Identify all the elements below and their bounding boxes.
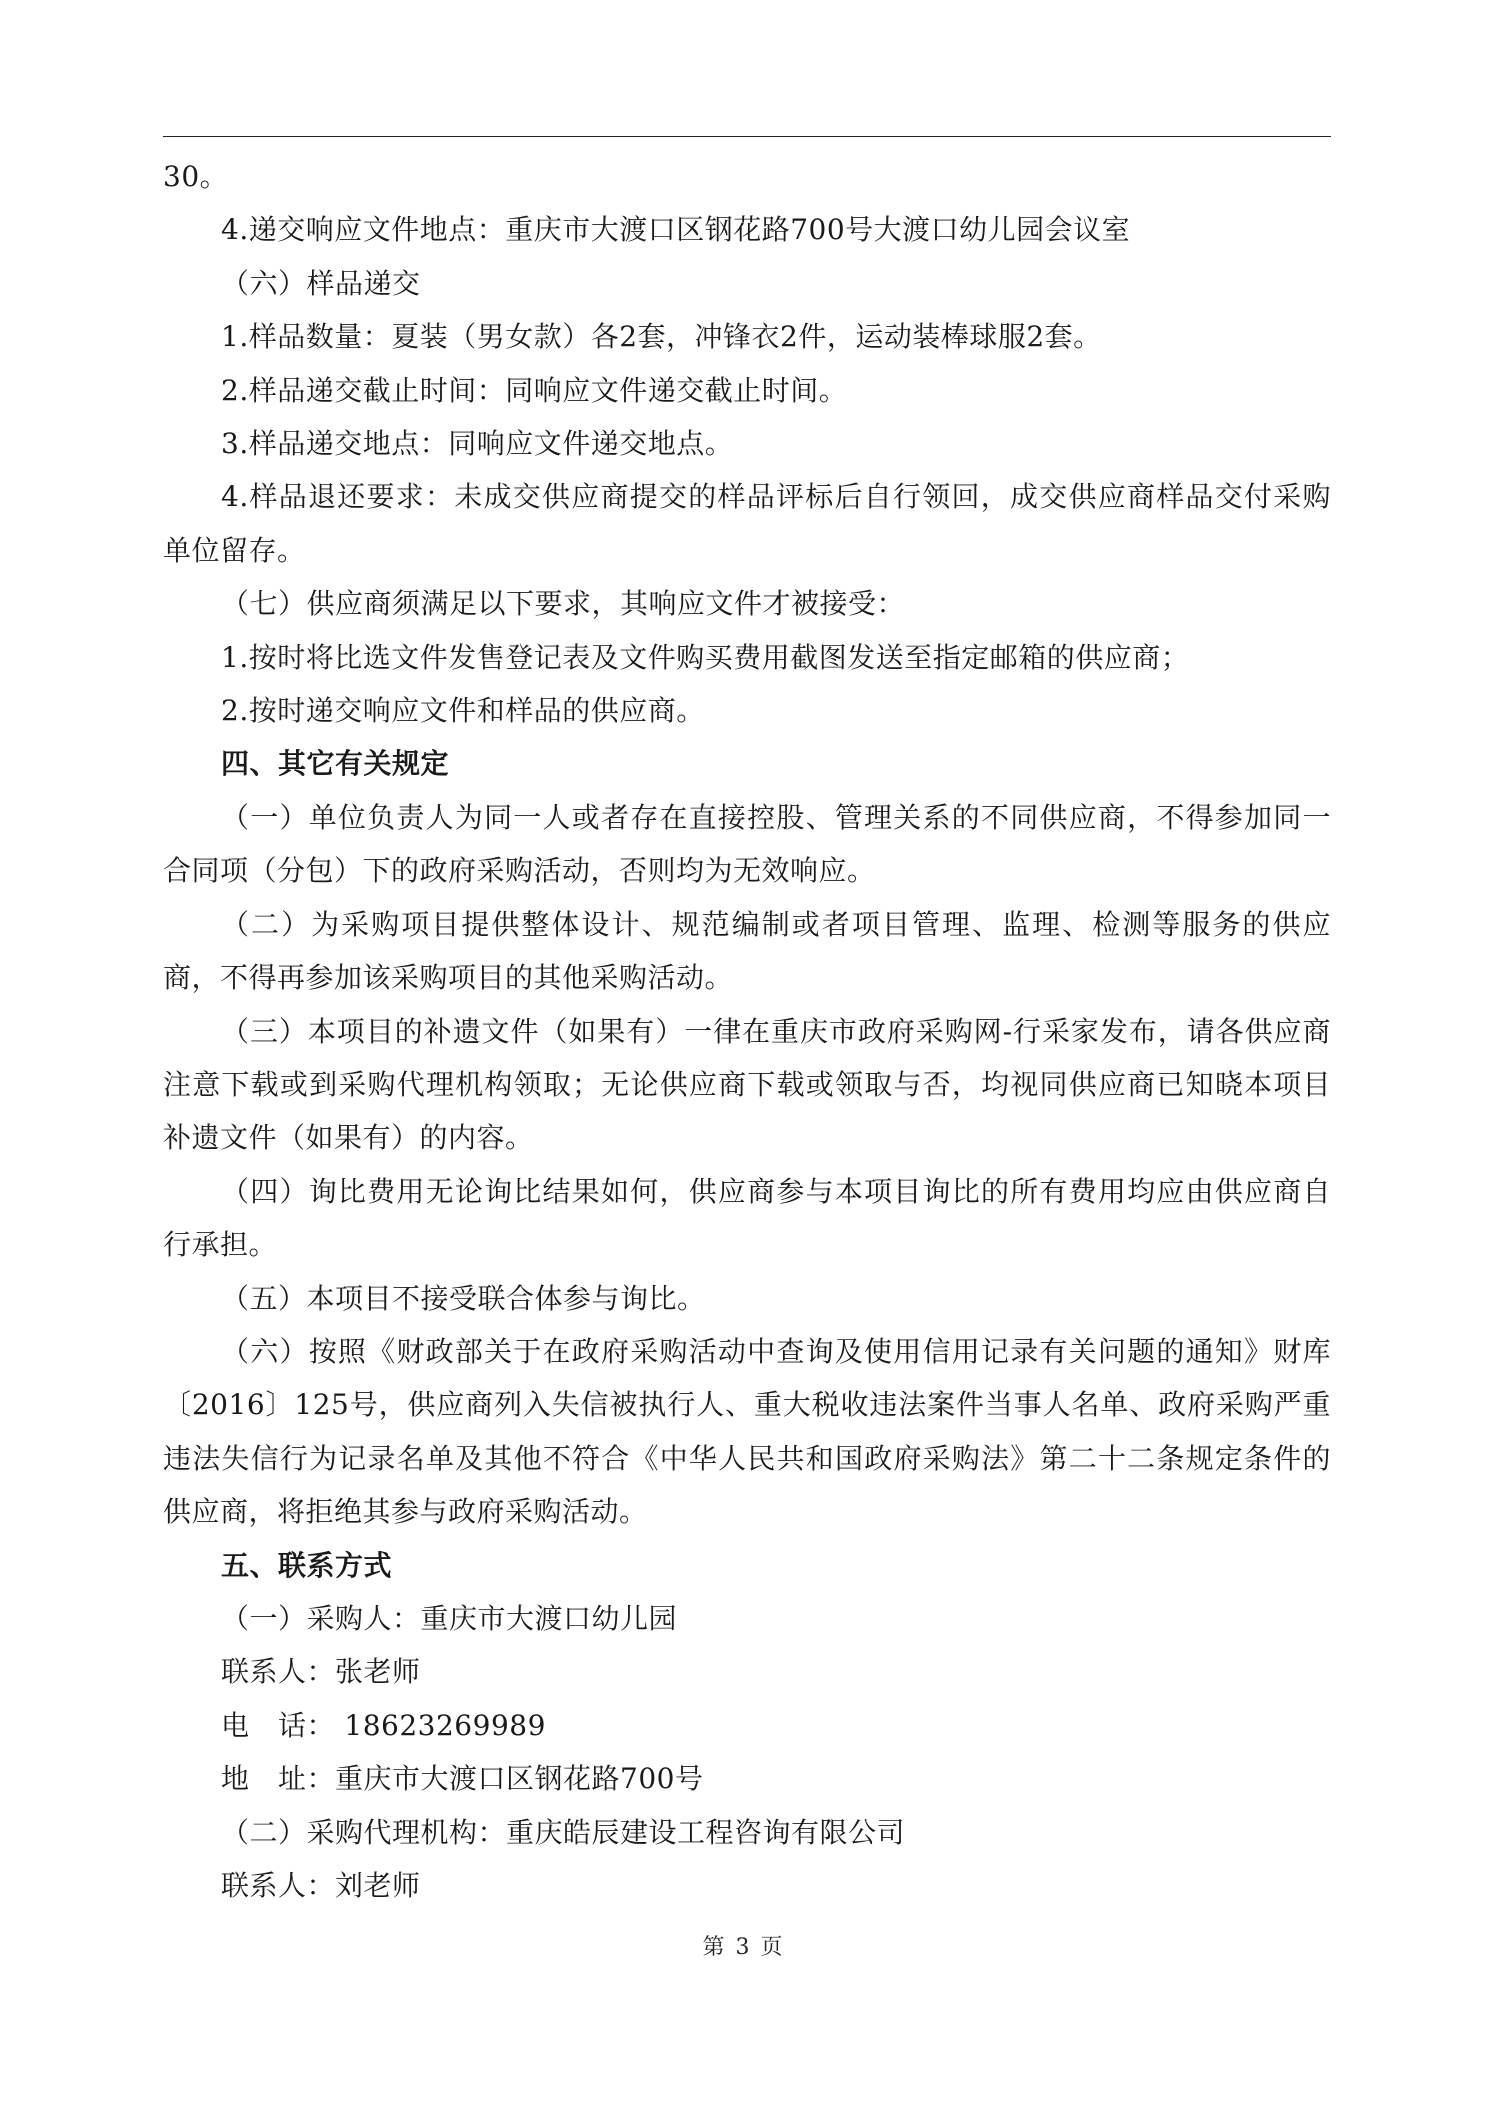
- contact-value: 张老师: [335, 1655, 421, 1689]
- paragraph: 2.样品递交截止时间：同响应文件递交截止时间。: [221, 373, 848, 407]
- paragraph: （二）为采购项目提供整体设计、规范编制或者项目管理、监理、检测等服务的供应商，不得再参加该采购项目的其他采购活动。: [163, 907, 1331, 995]
- paragraph: （五）本项目不接受联合体参与询比。: [221, 1281, 706, 1315]
- paragraph: 3.样品递交地点：同响应文件递交地点。: [221, 427, 734, 461]
- purchaser-phone: [163, 1699, 1331, 1752]
- agency-contact-person: [163, 1859, 1331, 1912]
- paragraph: 4.样品退还要求：未成交供应商提交的样品评标后自行领回，成交供应商样品交付采购单位留存。: [163, 480, 1331, 567]
- paragraph: 4.递交响应文件地点：重庆市大渡口区钢花路700号大渡口幼儿园会议室: [221, 213, 1131, 247]
- document-body: [163, 150, 1331, 1912]
- purchaser-address: [163, 1752, 1331, 1805]
- paragraph: 1.按时将比选文件发售登记表及文件购买费用截图发送至指定邮箱的供应商；: [221, 640, 1190, 674]
- paragraph: （一）单位负责人为同一人或者存在直接控股、管理关系的不同供应商，不得参加同一合同项（分包）下的政府采购活动，否则均为无效响应。: [163, 800, 1331, 888]
- page-number: 第 3 页: [702, 1935, 785, 1960]
- paragraph: 30。: [163, 160, 229, 193]
- section-heading: 五、联系方式: [221, 1548, 393, 1582]
- paragraph-list: [163, 150, 1331, 1645]
- paragraph: （六）按照《财政部关于在政府采购活动中查询及使用信用记录有关问题的通知》财库〔2016〕125号，供应商列入失信被执行人、重大税收违法案件当事人名单、政府采购严重违法失信行为记录名单及其他不符合《中华人民共和国政府采购法》第二十二条规定条件的供应商，将拒绝其参与政府采购活动。: [163, 1334, 1331, 1529]
- address-label: 地 址：: [221, 1762, 336, 1796]
- contact-label: 联系人：: [221, 1655, 336, 1689]
- purchaser-contact-person: [163, 1645, 1331, 1698]
- contact-value: 刘老师: [335, 1869, 421, 1902]
- paragraph: （六）样品递交: [221, 266, 421, 300]
- paragraph: （七）供应商须满足以下要求，其响应文件才被接受：: [221, 587, 906, 621]
- agency-line: （二）采购代理机构：重庆皓辰建设工程咨询有限公司: [221, 1815, 906, 1849]
- address-value: 重庆市大渡口区钢花路700号: [335, 1762, 704, 1796]
- phone-label: 电 话：: [221, 1708, 336, 1742]
- paragraph: （四）询比费用无论询比结果如何，供应商参与本项目询比的所有费用均应由供应商自行承担。: [163, 1174, 1331, 1262]
- paragraph: （三）本项目的补遗文件（如果有）一律在重庆市政府采购网-行采家发布，请各供应商注意下载或到采购代理机构领取；无论供应商下载或领取与否，均视同供应商已知晓本项目补遗文件（如果有）的内容。: [163, 1014, 1331, 1155]
- paragraph: （一）采购人：重庆市大渡口幼儿园: [221, 1601, 678, 1635]
- paragraph: 1.样品数量：夏装（男女款）各2套，冲锋衣2件，运动装棒球服2套。: [221, 320, 1102, 354]
- contact-label: 联系人：: [221, 1869, 336, 1902]
- paragraph: 2.按时递交响应文件和样品的供应商。: [221, 694, 705, 728]
- phone-value: 18623269989: [344, 1708, 546, 1742]
- section-heading: 四、其它有关规定: [221, 747, 450, 781]
- header-rule: [163, 136, 1331, 137]
